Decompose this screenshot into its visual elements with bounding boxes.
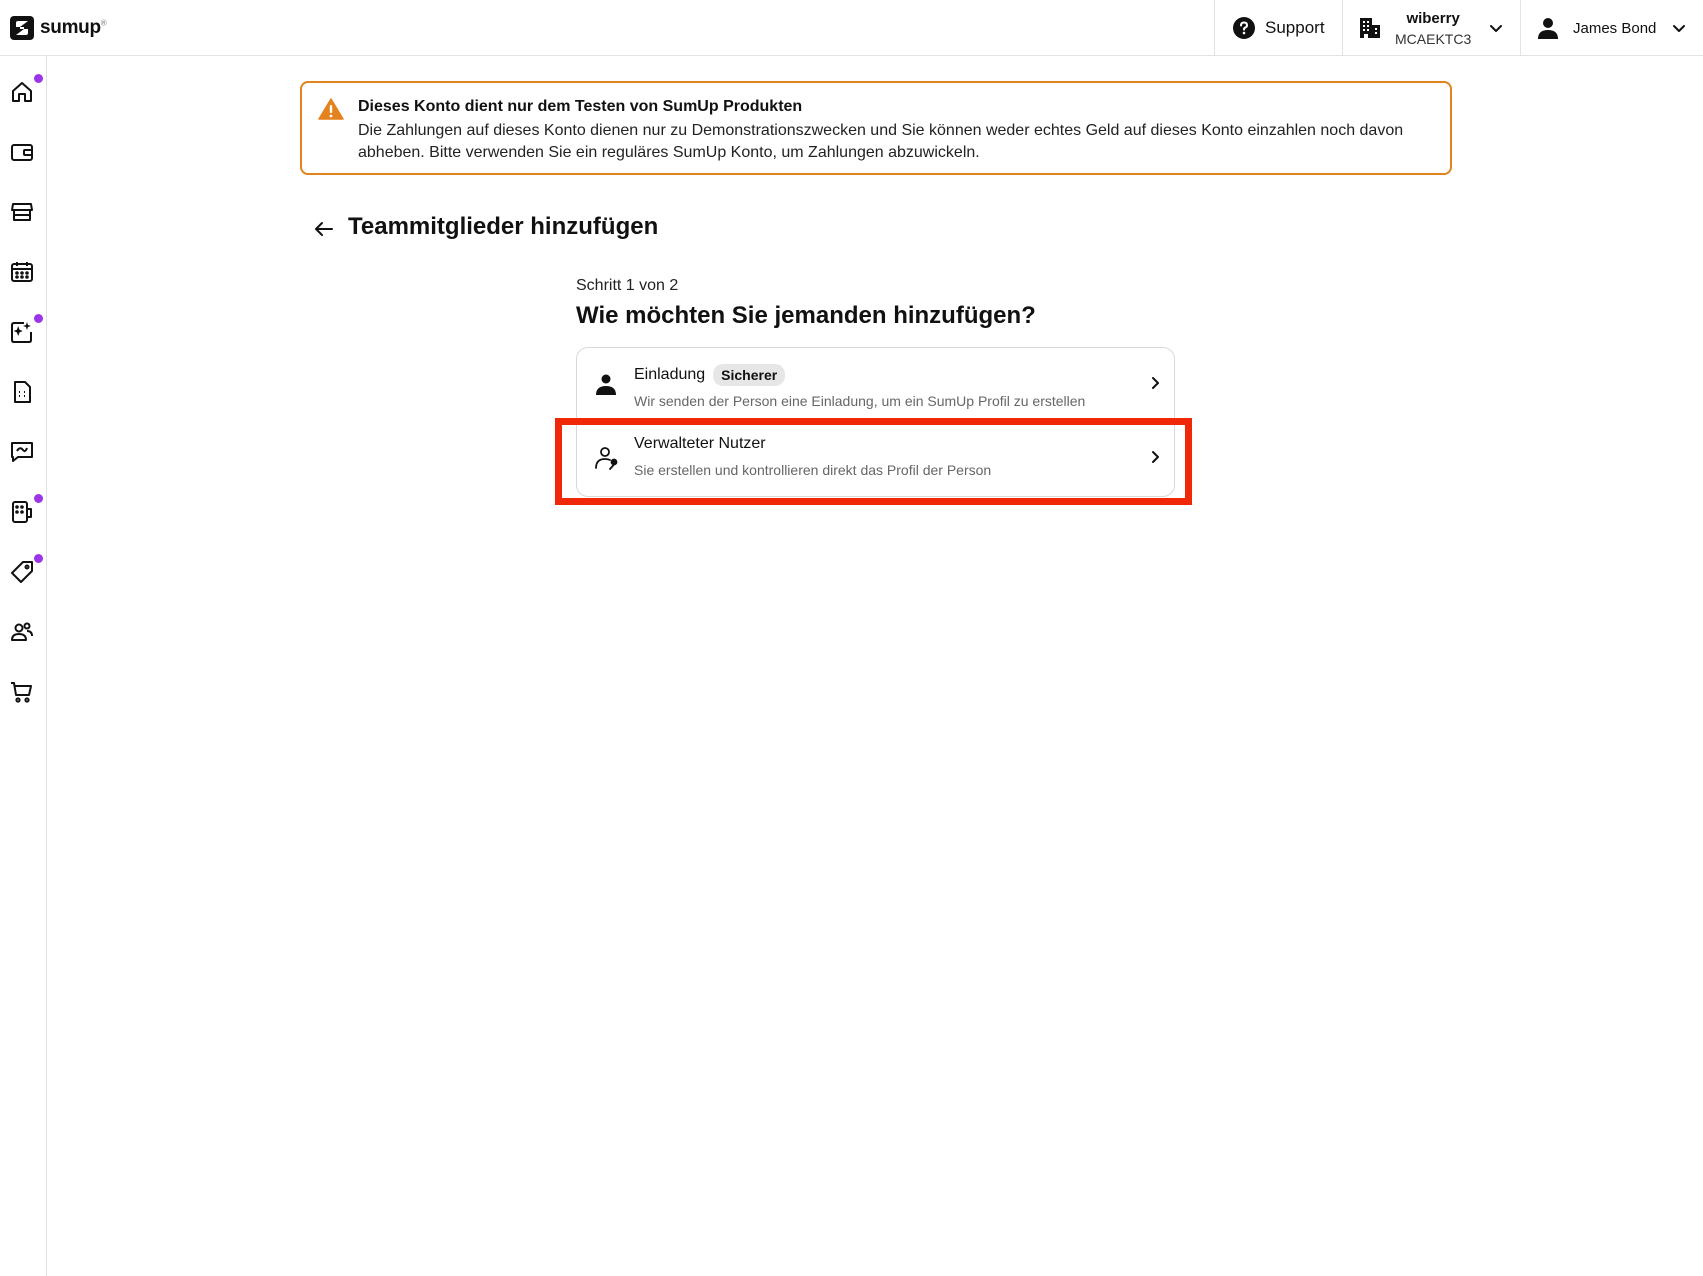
option-description: Wir senden der Person eine Einladung, um ein SumUp Profil zu erstellen xyxy=(634,393,1086,409)
sidebar-item-apps[interactable] xyxy=(10,500,36,526)
help-icon xyxy=(1233,17,1255,39)
sumup-logo[interactable] xyxy=(10,15,106,41)
sidebar-item-products[interactable] xyxy=(10,560,36,586)
test-account-banner xyxy=(300,81,1452,175)
merchant-name: wiberry xyxy=(1406,9,1460,27)
chevron-right-icon xyxy=(1148,376,1162,390)
option-title: Einladung Sicherer xyxy=(634,364,785,386)
support-label: Support xyxy=(1265,18,1325,37)
sidebar-item-home[interactable] xyxy=(10,80,36,106)
sidebar-item-wallet[interactable] xyxy=(10,140,36,166)
secure-badge: Sicherer xyxy=(713,364,785,386)
sidebar-item-documents[interactable] xyxy=(10,380,36,406)
cart-icon xyxy=(10,680,34,704)
step-heading: Wie möchten Sie jemanden hinzufügen? xyxy=(576,302,1036,329)
sidebar-item-shop[interactable] xyxy=(10,680,36,706)
option-title: Verwalteter Nutzer xyxy=(634,435,766,452)
sumup-logo-icon xyxy=(10,16,34,40)
back-button[interactable] xyxy=(313,218,335,240)
user-icon xyxy=(1537,17,1559,39)
step-indicator: Schritt 1 von 2 xyxy=(576,277,679,294)
option-invitation[interactable] xyxy=(577,348,1174,422)
notification-dot xyxy=(34,494,43,503)
team-icon xyxy=(10,620,34,644)
option-managed-user[interactable] xyxy=(577,422,1174,495)
store-icon xyxy=(10,200,34,224)
sidebar xyxy=(0,56,47,1276)
tag-icon xyxy=(10,560,34,584)
option-description: Sie erstellen und kontrollieren direkt das Profil der Person xyxy=(634,462,992,478)
sidebar-item-ai[interactable] xyxy=(10,320,36,346)
notification-dot xyxy=(34,74,43,83)
merchant-id: MCAEKTC3 xyxy=(1395,30,1472,47)
calendar-icon xyxy=(10,260,34,284)
user-name: James Bond xyxy=(1573,19,1657,37)
document-icon xyxy=(10,380,34,404)
sidebar-item-messages[interactable] xyxy=(10,440,36,466)
wallet-icon xyxy=(10,140,34,164)
notification-dot xyxy=(34,314,43,323)
sidebar-item-team[interactable] xyxy=(10,620,36,646)
home-icon xyxy=(10,80,34,104)
add-method-list xyxy=(576,347,1175,497)
arrow-left-icon xyxy=(313,218,335,240)
support-button[interactable] xyxy=(1214,0,1342,56)
person-icon xyxy=(594,372,618,396)
sidebar-item-calendar[interactable] xyxy=(10,260,36,286)
merchant-switcher[interactable] xyxy=(1342,0,1520,56)
sparkle-icon xyxy=(10,320,34,344)
top-bar xyxy=(0,0,1703,56)
banner-body: Die Zahlungen auf dieses Konto dienen nur zu Demonstrationszwecken und Sie können weder echtes Geld auf dieses Konto einzahlen noch davon abheben. Bitte verwenden Sie ein reguläres SumUp Konto, um Zahlungen abzuwickeln. xyxy=(358,122,1404,161)
chevron-down-icon xyxy=(1672,21,1686,35)
logo-text: sumup® xyxy=(40,17,107,38)
user-menu[interactable] xyxy=(1520,0,1703,56)
chat-icon xyxy=(10,440,34,464)
chevron-down-icon xyxy=(1489,21,1503,35)
chevron-right-icon xyxy=(1148,450,1162,464)
managed-user-icon xyxy=(594,446,620,472)
page-title: Teammitglieder hinzufügen xyxy=(348,213,659,240)
apps-icon xyxy=(10,500,34,524)
banner-title: Dieses Konto dient nur dem Testen von SumUp Produkten xyxy=(358,98,803,115)
warning-icon xyxy=(318,98,344,120)
sidebar-item-store[interactable] xyxy=(10,200,36,226)
building-icon xyxy=(1359,17,1381,39)
notification-dot xyxy=(34,554,43,563)
